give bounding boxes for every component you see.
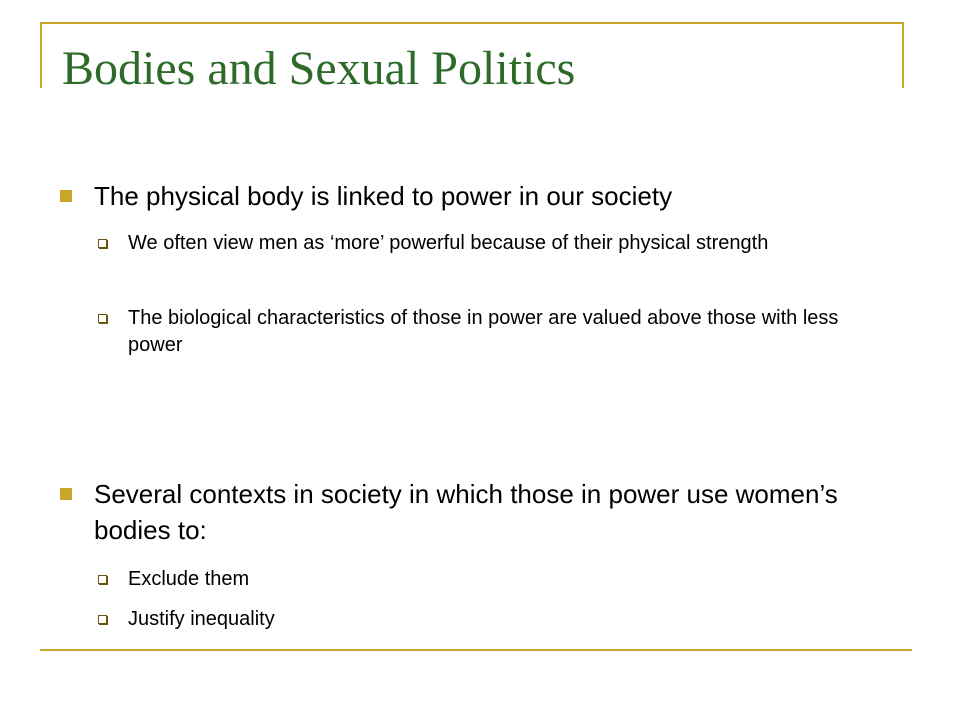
bullet-text: The physical body is linked to power in our society <box>94 181 673 211</box>
subbullet-item <box>98 305 888 359</box>
hollow-square-bullet-icon <box>98 615 107 624</box>
square-bullet-icon <box>60 190 72 202</box>
frame-top-rule <box>40 22 904 24</box>
subbullet-text: Exclude them <box>128 568 250 590</box>
bullet-item <box>60 178 890 214</box>
frame-right-rule <box>902 22 904 88</box>
hollow-square-bullet-icon <box>98 575 107 584</box>
subbullet-text: The biological characteristics of those in power are valued above those with less power <box>128 307 839 356</box>
frame-left-rule <box>40 22 42 88</box>
bullet-text: Several contexts in society in which those in power use women’s bodies to: <box>94 479 838 545</box>
hollow-square-bullet-icon <box>98 314 107 323</box>
subbullet-text: We often view men as ‘more’ powerful because of their physical strength <box>128 232 769 254</box>
bullet-item <box>60 476 890 548</box>
square-bullet-icon <box>60 488 72 500</box>
hollow-square-bullet-icon <box>98 239 107 248</box>
subbullet-item <box>98 606 888 633</box>
subbullet-item <box>98 230 888 257</box>
subbullet-text: Justify inequality <box>128 608 275 630</box>
frame-bottom-rule <box>40 649 912 651</box>
subbullet-item <box>98 566 888 593</box>
slide-title: Bodies and Sexual Politics <box>62 42 576 95</box>
